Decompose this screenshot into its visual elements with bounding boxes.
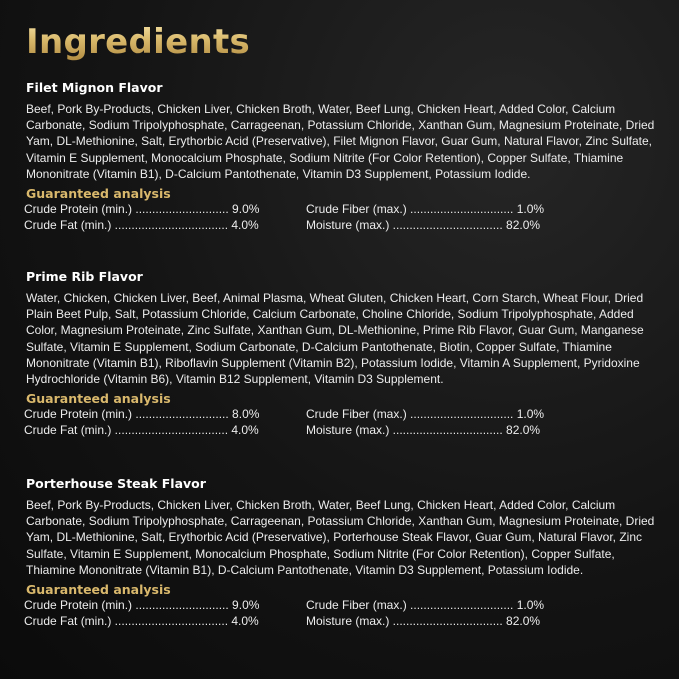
- guaranteed-analysis-table: [24, 406, 658, 438]
- guaranteed-analysis-heading: Guaranteed analysis: [26, 582, 171, 598]
- analysis-crude-fat: Crude Fat (min.) .................................. 4.0%: [24, 423, 259, 438]
- analysis-crude-protein: Crude Protein (min.) ............................ 9.0%: [24, 202, 260, 217]
- analysis-crude-fiber: Crude Fiber (max.) ............................... 1.0%: [306, 598, 545, 613]
- section-filet-mignon: [26, 80, 658, 233]
- guaranteed-analysis-table: [24, 201, 658, 233]
- guaranteed-analysis-heading: Guaranteed analysis: [26, 186, 171, 202]
- analysis-crude-fiber: Crude Fiber (max.) ............................... 1.0%: [306, 407, 545, 422]
- analysis-moisture: Moisture (max.) ................................. 82.0%: [306, 614, 541, 629]
- analysis-crude-fat: Crude Fat (min.) .................................. 4.0%: [24, 218, 259, 233]
- ingredients-text: Water, Chicken, Chicken Liver, Beef, Animal Plasma, Wheat Gluten, Chicken Heart, Corn Starch, Wheat Flour, Dried Plain Beet Pulp, Salt, Potassium Chloride, Calcium Carbonate, Choline Chloride, Sodium Tripolyphosphate, Added Color, Magnesium Proteinate, Zinc Sulfate, Xanthan Gum, DL-Methionine, Prime Rib Flavor, Guar Gum, Manganese Sulfate, Vitamin E Supplement, Sodium Carbonate, D-Calcium Pantothenate, Biotin, Copper Sulfate, Thiamine Mononitrate (Vitamin B1), Riboflavin Supplement (Vitamin B2), Potassium Iodide, Vitamin A Supplement, Pyridoxine Hydrochloride (Vitamin B6), Vitamin B12 Supplement, Vitamin D3 Supplement.: [26, 291, 644, 387]
- flavor-heading: Filet Mignon Flavor: [26, 80, 163, 95]
- section-prime-rib: [26, 269, 658, 438]
- flavor-heading: Porterhouse Steak Flavor: [26, 476, 206, 491]
- flavor-heading: Prime Rib Flavor: [26, 269, 143, 284]
- ingredients-text: Beef, Pork By-Products, Chicken Liver, Chicken Broth, Water, Beef Lung, Chicken Heart, Added Color, Calcium Carbonate, Sodium Tripolyphosphate, Carrageenan, Potassium Chloride, Xanthan Gum, Magnesium Proteinate, Dried Yam, DL-Methionine, Salt, Erythorbic Acid (Preservative), Filet Mignon Flavor, Guar Gum, Natural Flavor, Zinc Sulfate, Vitamin E Supplement, Monocalcium Phosphate, Sodium Nitrite (For Color Retention), Copper Sulfate, Thiamine Mononitrate (Vitamin B1), D-Calcium Pantothenate, Vitamin D3 Supplement, Potassium Iodide.: [26, 102, 655, 181]
- analysis-crude-fat: Crude Fat (min.) .................................. 4.0%: [24, 614, 259, 629]
- guaranteed-analysis-table: [24, 597, 658, 629]
- analysis-crude-protein: Crude Protein (min.) ............................ 8.0%: [24, 407, 260, 422]
- analysis-moisture: Moisture (max.) ................................. 82.0%: [306, 218, 541, 233]
- analysis-moisture: Moisture (max.) ................................. 82.0%: [306, 423, 541, 438]
- analysis-crude-fiber: Crude Fiber (max.) ............................... 1.0%: [306, 202, 545, 217]
- guaranteed-analysis-heading: Guaranteed analysis: [26, 391, 171, 407]
- ingredients-text: Beef, Pork By-Products, Chicken Liver, Chicken Broth, Water, Beef Lung, Chicken Heart, Added Color, Calcium Carbonate, Sodium Tripolyphosphate, Carrageenan, Potassium Chloride, Xanthan Gum, Magnesium Proteinate, Dried Yam, DL-Methionine, Salt, Erythorbic Acid (Preservative), Porterhouse Steak Flavor, Guar Gum, Natural Flavor, Zinc Sulfate, Vitamin E Supplement, Monocalcium Phosphate, Sodium Nitrite (For Color Retention), Copper Sulfate, Thiamine Mononitrate (Vitamin B1), D-Calcium Pantothenate, Vitamin D3 Supplement, Potassium Iodide.: [26, 498, 655, 577]
- section-porterhouse-steak: [26, 476, 658, 629]
- analysis-crude-protein: Crude Protein (min.) ............................ 9.0%: [24, 598, 260, 613]
- page-title: Ingredients: [26, 22, 251, 62]
